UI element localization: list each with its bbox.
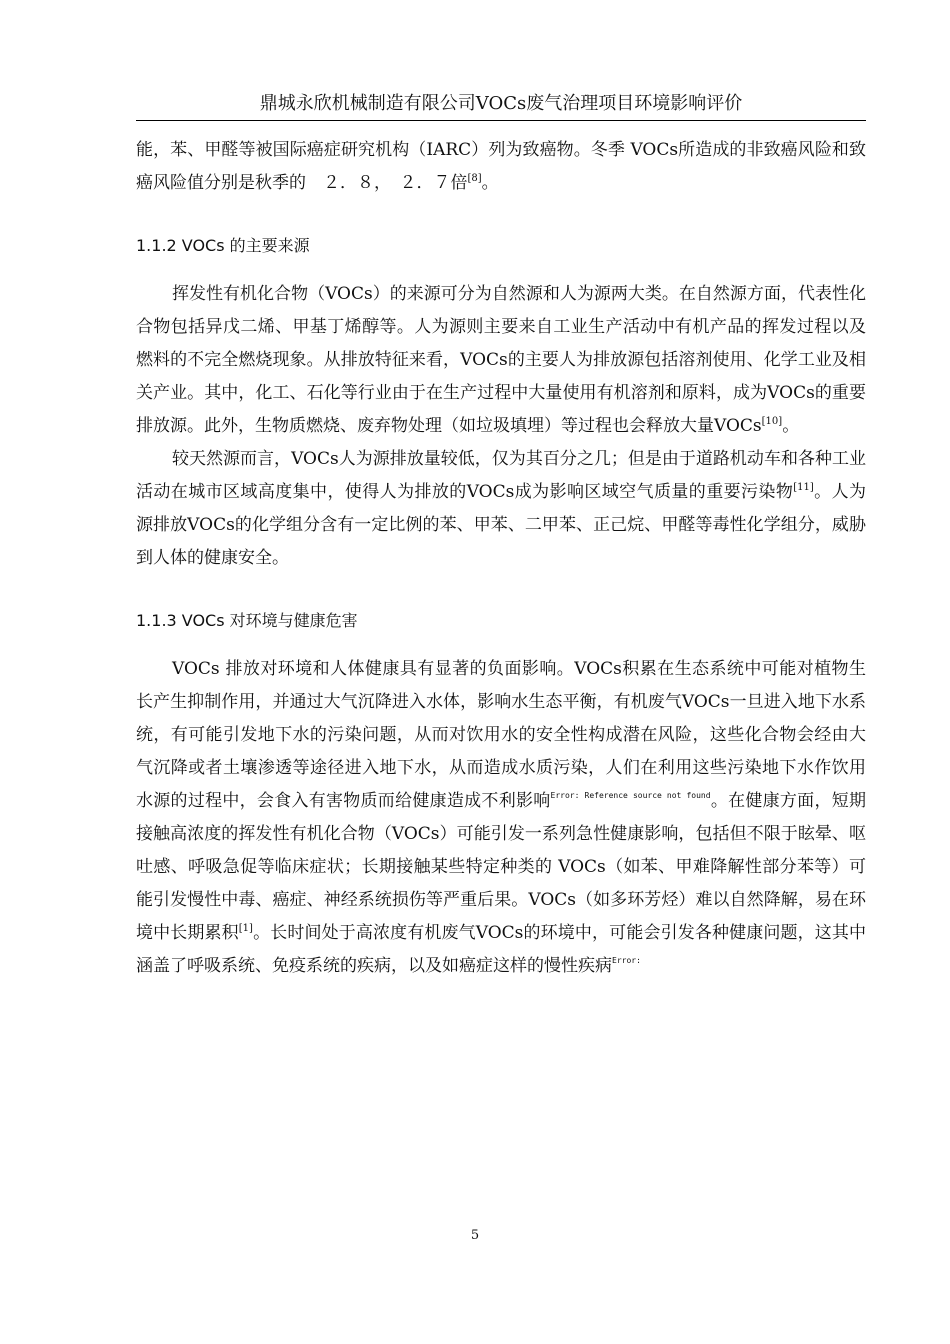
paragraph-hazards <box>136 653 866 983</box>
citation-ref: [8] <box>467 173 482 184</box>
paragraph-text: 较天然源而言，VOCs人为源排放量较低，仅为其百分之几；但是由于道路机动车和各种工业活动在城市区域高度集中，使得人为排放的VOCs成为影响区域空气质量的重要污染物 <box>136 449 866 502</box>
page-number: 5 <box>470 1228 480 1243</box>
section-heading-main-sources: 1.1.2 VOCs 的主要来源 <box>136 236 310 255</box>
paragraph-text: VOCs 排放对环境和人体健康具有显著的负面影响。VOCs积累在生态系统中可能对植物生长产生抑制作用，并通过大气沉降进入水体，影响水生态平衡，有机废气VOCs一旦进入地下水系统，有可能引发地下水的污染问题，从而对饮用水的安全性构成潜在风险，这些化合物会经由大气沉降或者土壤渗透等途径进入地下水，从而造成水质污染，人们在利用这些污染地下水作饮用水源的过程中，会食入有害物质而给健康造成不利影响 <box>136 659 866 811</box>
reference-error: Error: <box>612 956 641 965</box>
header-rule <box>136 120 866 121</box>
section-heading-hazards: 1.1.3 VOCs 对环境与健康危害 <box>136 611 358 630</box>
paragraph-text: 。 <box>481 173 499 193</box>
paragraph-anthropogenic <box>136 443 866 575</box>
paragraph-carryover <box>136 134 866 200</box>
citation-ref: [1] <box>238 923 253 934</box>
reference-error: Error: Reference source not found <box>550 791 711 800</box>
citation-ref: [10] <box>761 416 783 427</box>
citation-ref: [11] <box>793 482 814 493</box>
paragraph-text: 。人为源排放VOCs的化学组分含有一定比例的苯、甲苯、二甲苯、正己烷、甲醛等毒性化学组分，威胁到人体的健康安全。 <box>136 482 866 568</box>
paragraph-text: 能，苯、甲醛等被国际癌症研究机构（IARC）列为致癌物。冬季 VOCs所造成的非致癌风险和致癌风险值分别是秋季的 ２．８， ２．７倍 <box>136 140 866 193</box>
paragraph-sources <box>136 278 866 443</box>
document-body <box>136 134 866 983</box>
page-header-title: 鼎城永欣机械制造有限公司VOCs废气治理项目环境影响评价 <box>259 93 743 114</box>
paragraph-text: 。长时间处于高浓度有机废气VOCs的环境中，可能会引发各种健康问题，这其中涵盖了呼吸系统、免疫系统的疾病，以及如癌症这样的慢性疾病 <box>136 923 866 976</box>
paragraph-text: 挥发性有机化合物（VOCs）的来源可分为自然源和人为源两大类。在自然源方面，代表性化合物包括异戊二烯、甲基丁烯醇等。人为源则主要来自工业生产活动中有机产品的挥发过程以及燃料的不完全燃烧现象。从排放特征来看，VOCs的主要人为排放源包括溶剂使用、化学工业及相关产业。其中，化工、石化等行业由于在生产过程中大量使用有机溶剂和原料，成为VOCs的重要排放源。此外，生物质燃烧、废弃物处理（如垃圾填埋）等过程也会释放大量VOCs <box>136 284 866 436</box>
paragraph-text: 。在健康方面，短期接触高浓度的挥发性有机化合物（VOCs）可能引发一系列急性健康影响，包括但不限于眩晕、呕吐感、呼吸急促等临床症状；长期接触某些特定种类的 VOCs（如苯、甲难降解性部分苯等）可能引发慢性中毒、癌症、神经系统损伤等严重后果。VOCs（如多环芳烃）难以自然降解，易在环境中长期累积 <box>136 791 866 943</box>
paragraph-text: 。 <box>782 416 800 436</box>
